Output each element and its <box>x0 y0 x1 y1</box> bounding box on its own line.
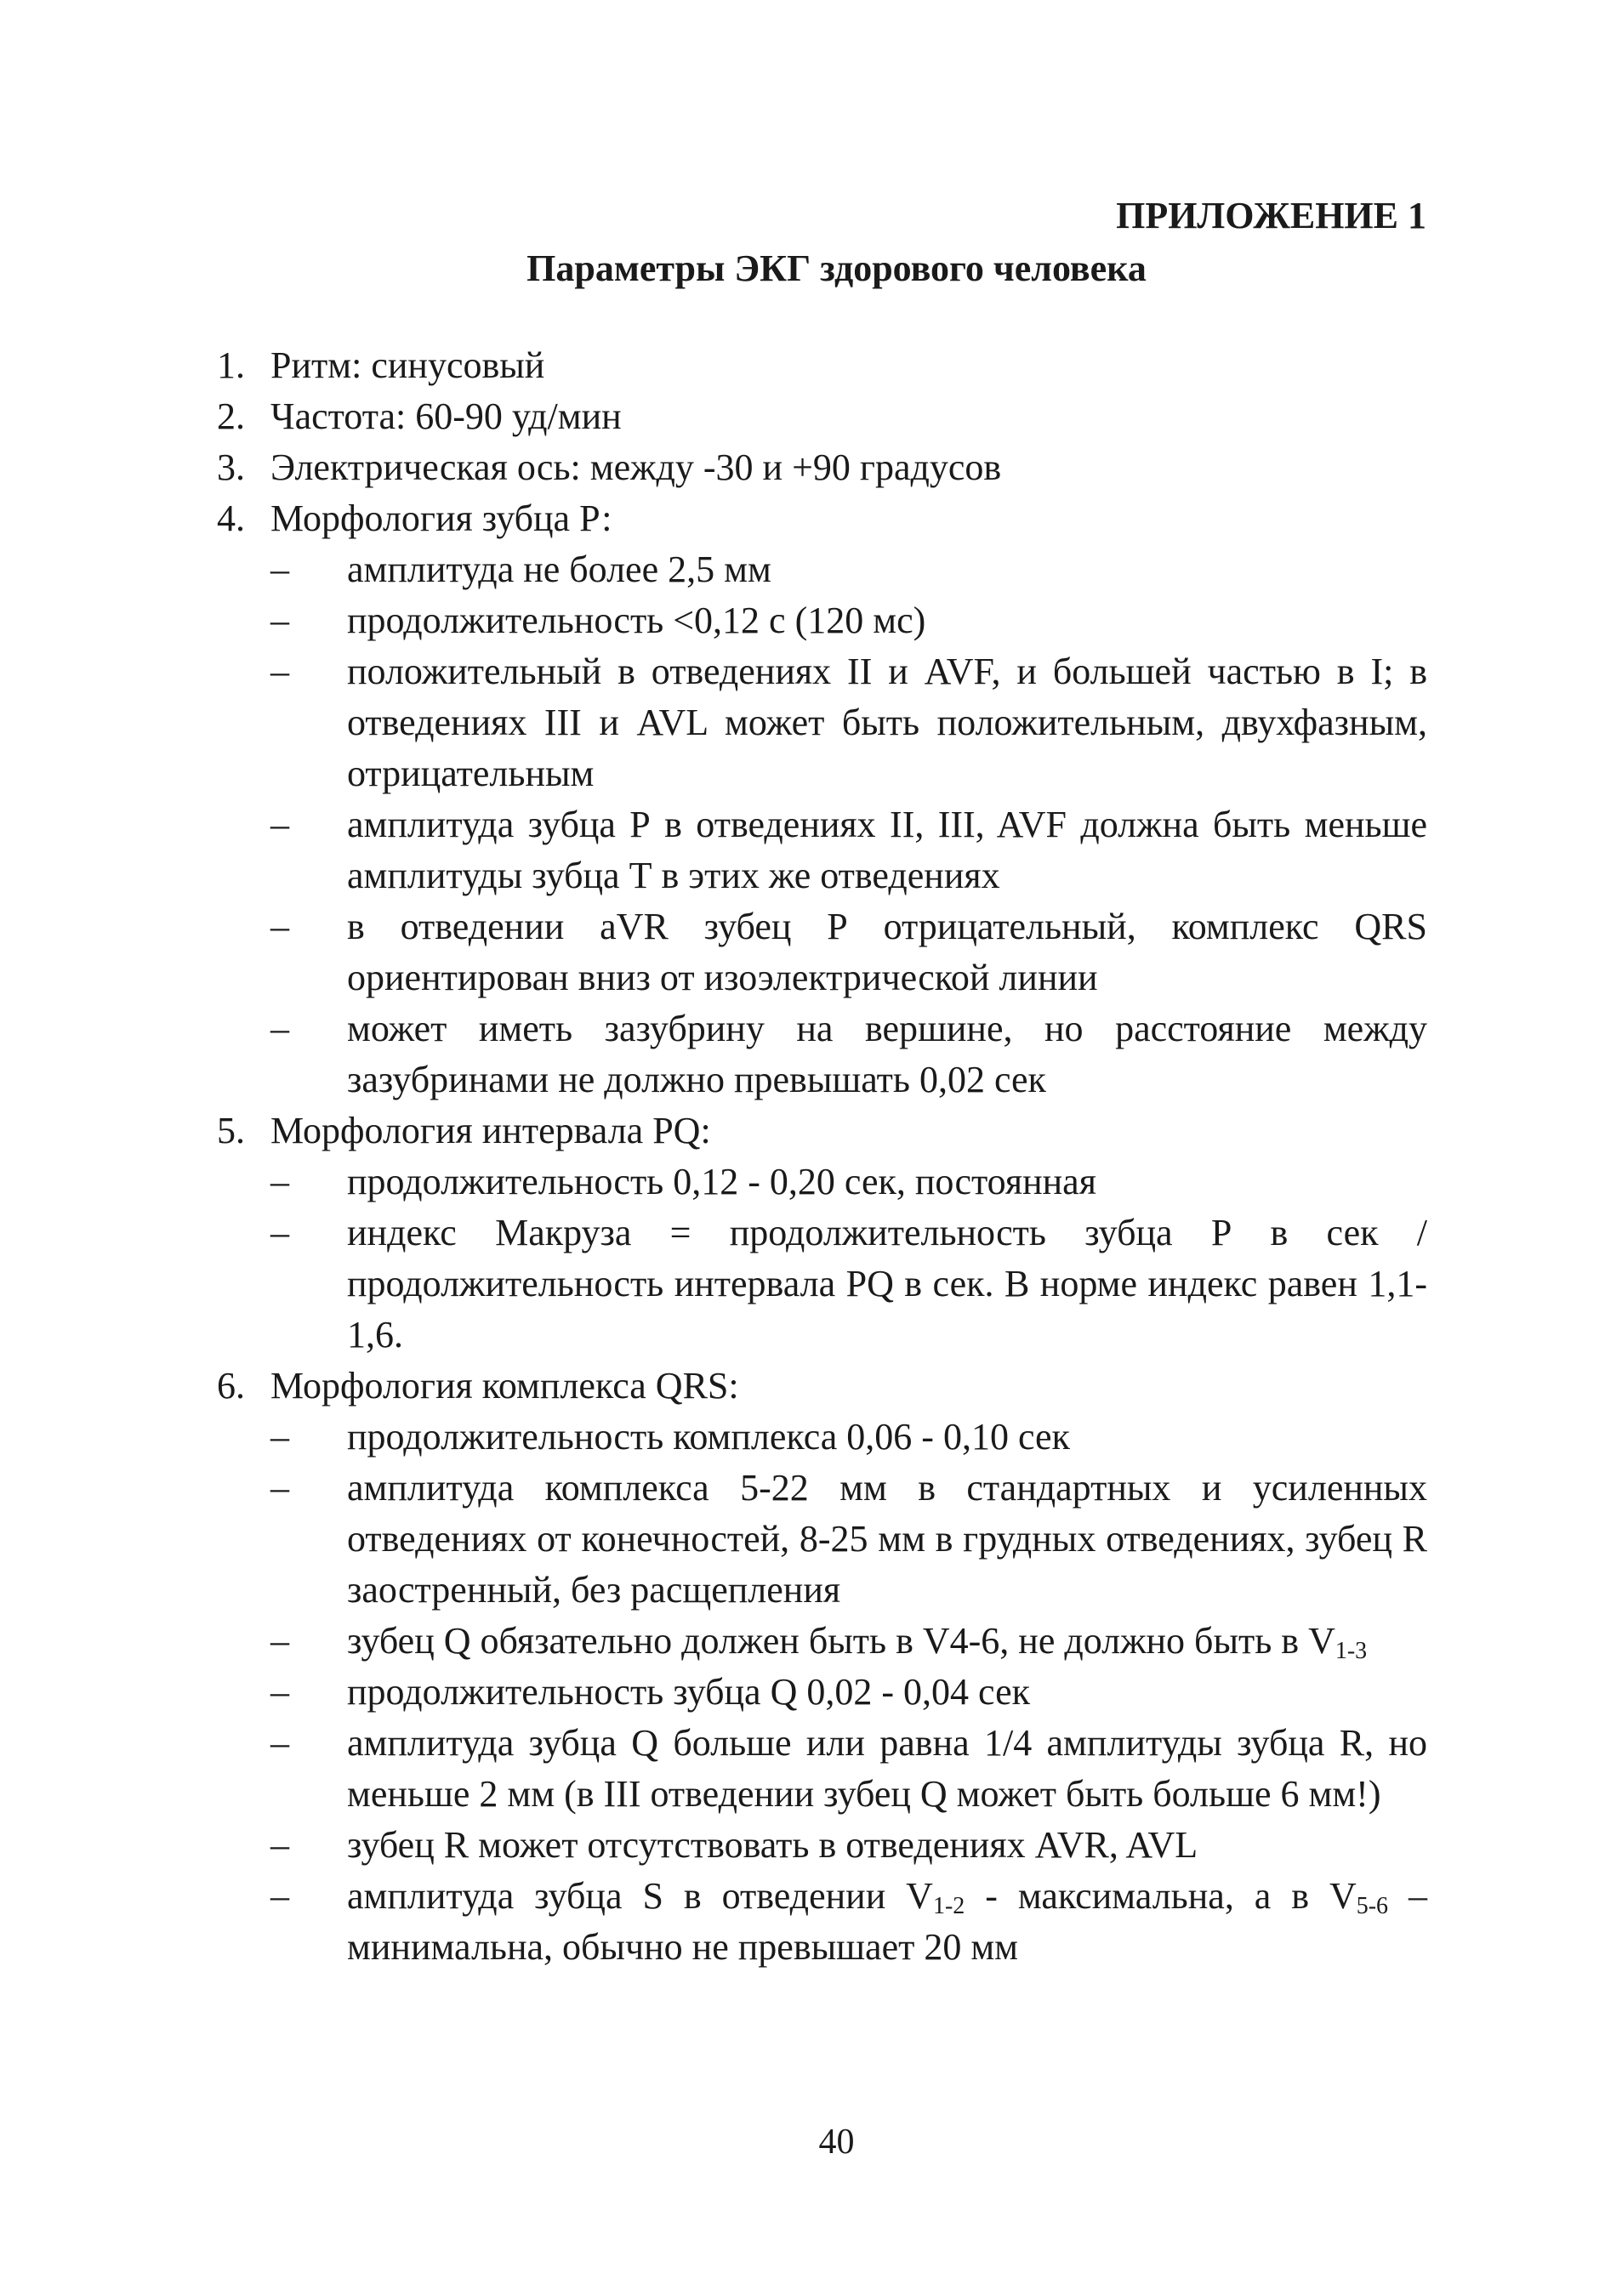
q-amplitude-text: амплитуда зубца Q больше или равна 1/4 амплитуды зубца R, но меньше 2 мм (в III отведении зубец Q может быть больше 6 мм!) <box>347 1722 1427 1815</box>
list-item-number: 5. <box>217 1110 245 1151</box>
list-item-number: 3. <box>217 446 245 488</box>
s-wave-sub2: 5-6 <box>1356 1893 1389 1919</box>
list-item-text: Морфология интервала PQ: <box>270 1110 711 1151</box>
s-wave-sub1: 1-2 <box>932 1893 965 1919</box>
dash-marker: – <box>270 651 289 692</box>
r-absent-text: зубец R может отсутствовать в отведениях AVR, AVL <box>347 1824 1198 1866</box>
list-subitem-text: продолжительность <0,12 с (120 мс) <box>347 600 926 641</box>
list-item <box>185 493 1427 544</box>
list-subitem-text: продолжительность комплекса 0,06 - 0,10 сек <box>347 1416 1070 1458</box>
s-wave-part1: амплитуда зубца S в отведении V <box>347 1875 933 1917</box>
s-wave-part2: - максимальна, а в V <box>965 1875 1357 1917</box>
dash-marker: – <box>270 1212 289 1253</box>
list-subitem <box>185 799 1427 901</box>
list-subitem-text: амплитуда комплекса 5-22 мм в стандартных и усиленных отведениях от конечностей, 8-25 мм в грудных отведениях, зубец R заостренный, без расщепления <box>347 1467 1427 1611</box>
parameter-list <box>185 340 1427 1973</box>
list-subitem-text: положительный в отведениях II и AVF, и большей частью в I; в отведениях III и AVL может быть положительным, двухфазным, отрицательным <box>347 651 1427 794</box>
dash-marker: – <box>270 600 289 641</box>
list-subitem-text: в отведении aVR зубец Р отрицательный, комплекс QRS ориентирован вниз от изоэлектрической линии <box>347 906 1427 998</box>
dash-marker: – <box>270 1875 289 1917</box>
dash-marker: – <box>270 1008 289 1049</box>
list-item-text: Морфология зубца Р: <box>270 497 612 539</box>
q-wave-text: зубец Q обязательно должен быть в V4-6, не должно быть в V <box>347 1620 1335 1662</box>
list-subitem-s-wave <box>185 1871 1427 1973</box>
q-wave-subscript: 1-3 <box>1335 1638 1368 1664</box>
page-title: Параметры ЭКГ здорового человека <box>526 247 1147 289</box>
list-subitem-q-duration <box>185 1667 1427 1718</box>
list-item-text: Электрическая ось: между -30 и +90 градусов <box>270 446 1002 488</box>
dash-marker: – <box>270 906 289 947</box>
list-item <box>185 340 1427 391</box>
list-subitem <box>185 595 1427 646</box>
list-subitem <box>185 1463 1427 1616</box>
list-item-text: Морфология комплекса QRS: <box>270 1365 739 1407</box>
list-item <box>185 1361 1427 1412</box>
list-subitem-text: индекс Макруза = продолжительность зубца Р в сек / продолжительность интервала PQ в сек. В норме индекс равен 1,1-1,6. <box>347 1212 1427 1355</box>
list-subitem-q-amplitude <box>185 1718 1427 1820</box>
list-item-text: Частота: 60-90 уд/мин <box>270 395 622 437</box>
list-subitem-r-absent <box>185 1820 1427 1871</box>
list-subitem <box>185 544 1427 595</box>
numbered-list <box>185 340 1427 1616</box>
list-subitem <box>185 1208 1427 1361</box>
dash-marker: – <box>270 1824 289 1866</box>
list-subitem-text: амплитуда зубца Р в отведениях II, III, AVF должна быть меньше амплитуды зубца Т в этих же отведениях <box>347 804 1427 896</box>
list-subitem-q-wave <box>185 1616 1427 1667</box>
dash-marker: – <box>270 1416 289 1458</box>
list-item-number: 1. <box>217 344 245 386</box>
q-duration-text: продолжительность зубца Q 0,02 - 0,04 сек <box>347 1671 1030 1713</box>
list-item-number: 6. <box>217 1365 245 1407</box>
list-subitem <box>185 901 1427 1003</box>
list-subitem <box>185 1412 1427 1463</box>
page-number: 40 <box>818 2123 855 2162</box>
list-subitem-text: амплитуда не более 2,5 мм <box>347 548 771 590</box>
dash-marker: – <box>270 804 289 845</box>
dash-marker: – <box>270 1467 289 1509</box>
list-item-number: 2. <box>217 395 245 437</box>
dash-marker: – <box>270 548 289 590</box>
list-subitem-text: продолжительность 0,12 - 0,20 сек, постоянная <box>347 1161 1096 1202</box>
list-subitem <box>185 1003 1427 1105</box>
dash-marker: – <box>270 1722 289 1764</box>
list-item-number: 4. <box>217 497 245 539</box>
dash-marker: – <box>270 1671 289 1713</box>
s-wave-part3: – минимальна, обычно не превышает 20 мм <box>347 1875 1428 1968</box>
dash-marker: – <box>270 1620 289 1662</box>
list-subitem <box>185 1157 1427 1208</box>
list-item-text: Ритм: синусовый <box>270 344 545 386</box>
list-subitem <box>185 646 1427 799</box>
list-item <box>185 391 1427 442</box>
dash-marker: – <box>270 1161 289 1202</box>
list-item <box>185 442 1427 493</box>
list-subitem-text: может иметь зазубрину на вершине, но расстояние между зазубринами не должно превышать 0,02 сек <box>347 1008 1427 1100</box>
appendix-label: ПРИЛОЖЕНИЕ 1 <box>1116 195 1426 236</box>
list-item <box>185 1105 1427 1157</box>
